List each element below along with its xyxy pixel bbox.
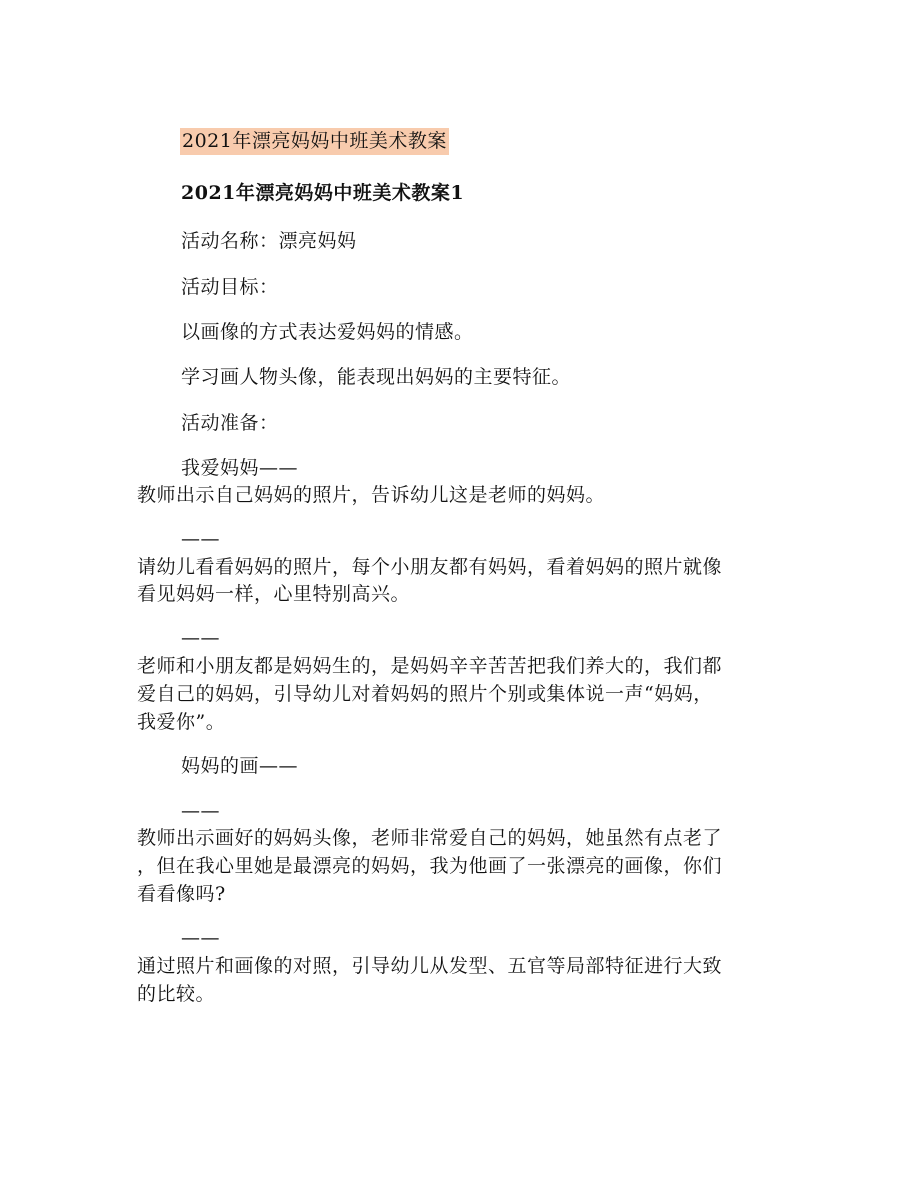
paragraph-2-line-1: 请幼儿看看妈妈的照片，每个小朋友都有妈妈，看着妈妈的照片就像	[137, 556, 723, 578]
paragraph-5-line-2: 的比较。	[137, 983, 216, 1005]
section-2-title: 妈妈的画——	[181, 755, 299, 777]
highlighted-title: 2021年漂亮妈妈中班美术教案	[180, 128, 449, 155]
dash-separator-3: ——	[181, 800, 220, 822]
section-heading: 2021年漂亮妈妈中班美术教案1	[181, 182, 465, 204]
paragraph-4-line-2: ，但在我心里她是最漂亮的妈妈，我为他画了一张漂亮的画像，你们	[137, 855, 723, 877]
goal-item-2: 学习画人物头像，能表现出妈妈的主要特征。	[181, 366, 572, 388]
section-1-title: 我爱妈妈——	[181, 457, 299, 479]
paragraph-4-line-3: 看看像吗?	[137, 883, 226, 905]
dash-separator-2: ——	[181, 627, 220, 649]
paragraph-3-line-1: 老师和小朋友都是妈妈生的，是妈妈辛辛苦苦把我们养大的，我们都	[137, 655, 723, 677]
paragraph-3-line-2: 爱自己的妈妈，引导幼儿对着妈妈的照片个别或集体说一声“妈妈，	[137, 683, 713, 705]
paragraph-2-line-2: 看见妈妈一样，心里特别高兴。	[137, 583, 411, 605]
dash-separator-1: ——	[181, 528, 220, 550]
paragraph-4-line-1: 教师出示画好的妈妈头像，老师非常爱自己的妈妈，她虽然有点老了	[137, 827, 723, 849]
goal-item-1: 以画像的方式表达爱妈妈的情感。	[181, 321, 474, 343]
activity-prep-label: 活动准备：	[181, 412, 279, 434]
paragraph-5-line-1: 通过照片和画像的对照，引导幼儿从发型、五官等局部特征进行大致	[137, 955, 723, 977]
title-line	[180, 130, 449, 152]
paragraph-3-line-3: 我爱你”。	[137, 711, 226, 733]
activity-name: 活动名称：漂亮妈妈	[181, 230, 357, 252]
activity-goal-label: 活动目标：	[181, 276, 279, 298]
section-1-text: 教师出示自己妈妈的照片，告诉幼儿这是老师的妈妈。	[137, 484, 606, 506]
dash-separator-4: ——	[181, 927, 220, 949]
